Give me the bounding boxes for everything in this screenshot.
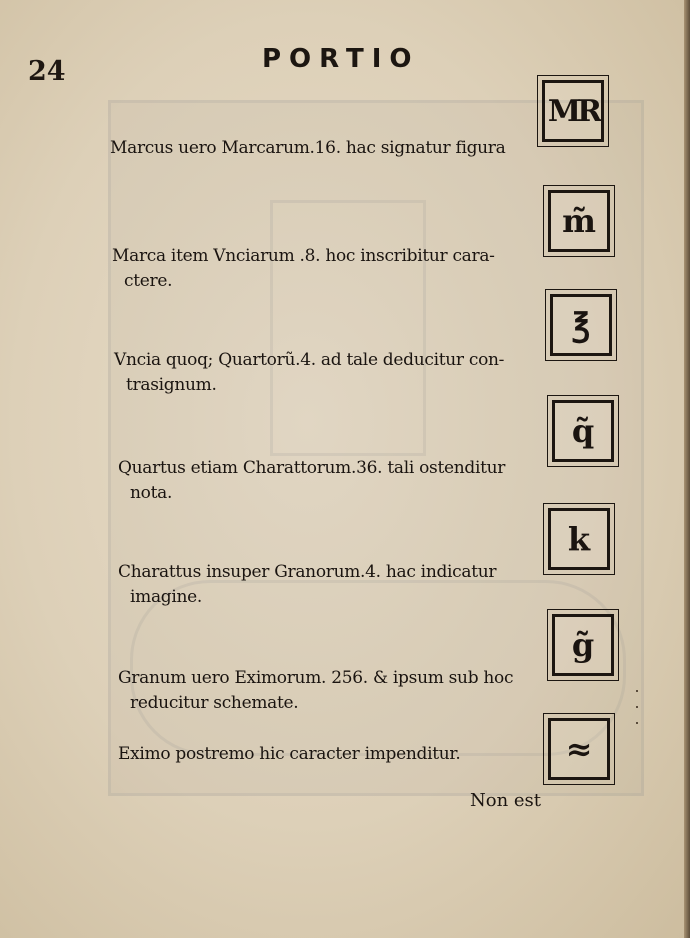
entry-marcus [110, 136, 505, 161]
entry-uncia [114, 348, 504, 398]
entry-text: Granum uero Eximorum. 256. & ipsum sub hoc [118, 668, 514, 688]
symbol-box-marcus [542, 80, 604, 142]
symbol-box-uncia [550, 294, 612, 356]
catchword: Non est [470, 790, 542, 811]
entry-quartus [118, 456, 505, 506]
carat-symbol-icon: k [567, 520, 591, 558]
entry-marca [112, 244, 495, 294]
page-number: 24 [28, 56, 66, 87]
entry-continuation: ctere. [124, 271, 173, 291]
entry-text: Vncia quoq; Quartorũ.4. ad tale deducitur con- [114, 350, 505, 370]
entry-granum [118, 666, 513, 716]
margin-mark [636, 706, 638, 708]
ounce-symbol-icon: ℥ [571, 306, 591, 344]
ounce-mark-symbol-icon: m̃ [562, 202, 596, 240]
symbol-box-eximo [548, 718, 610, 780]
entry-text: Charattus insuper Granorum.4. hac indicatur [118, 562, 497, 582]
quarter-symbol-icon: q̃ [571, 412, 595, 450]
wave-symbol-icon: ≈ [565, 730, 593, 768]
symbol-box-granum [552, 614, 614, 676]
running-head: PORTIO [262, 44, 420, 74]
entry-text: Quartus etiam Charattorum.36. tali ostenditur [118, 458, 506, 478]
entry-charattus [118, 560, 496, 610]
mark-symbol-icon: MR [547, 93, 599, 129]
entry-text: Eximo postremo hic caracter impenditur. [118, 744, 461, 764]
entry-continuation: nota. [130, 483, 173, 503]
entry-text: Marcus uero Marcarum.16. hac signatur figura [110, 138, 506, 158]
entry-text: Marca item Vnciarum .8. hoc inscribitur cara- [112, 246, 495, 266]
grain-symbol-icon: g̃ [571, 626, 595, 664]
symbol-box-charattus [548, 508, 610, 570]
entry-eximo [118, 742, 461, 767]
entry-continuation: trasignum. [126, 375, 217, 395]
entry-continuation: imagine. [130, 587, 203, 607]
margin-mark [636, 722, 638, 724]
entry-continuation: reducitur schemate. [130, 693, 299, 713]
symbol-box-quartus [552, 400, 614, 462]
margin-mark [636, 690, 638, 692]
symbol-box-marca [548, 190, 610, 252]
show-through-frame [270, 200, 426, 456]
page-edge [684, 0, 690, 938]
